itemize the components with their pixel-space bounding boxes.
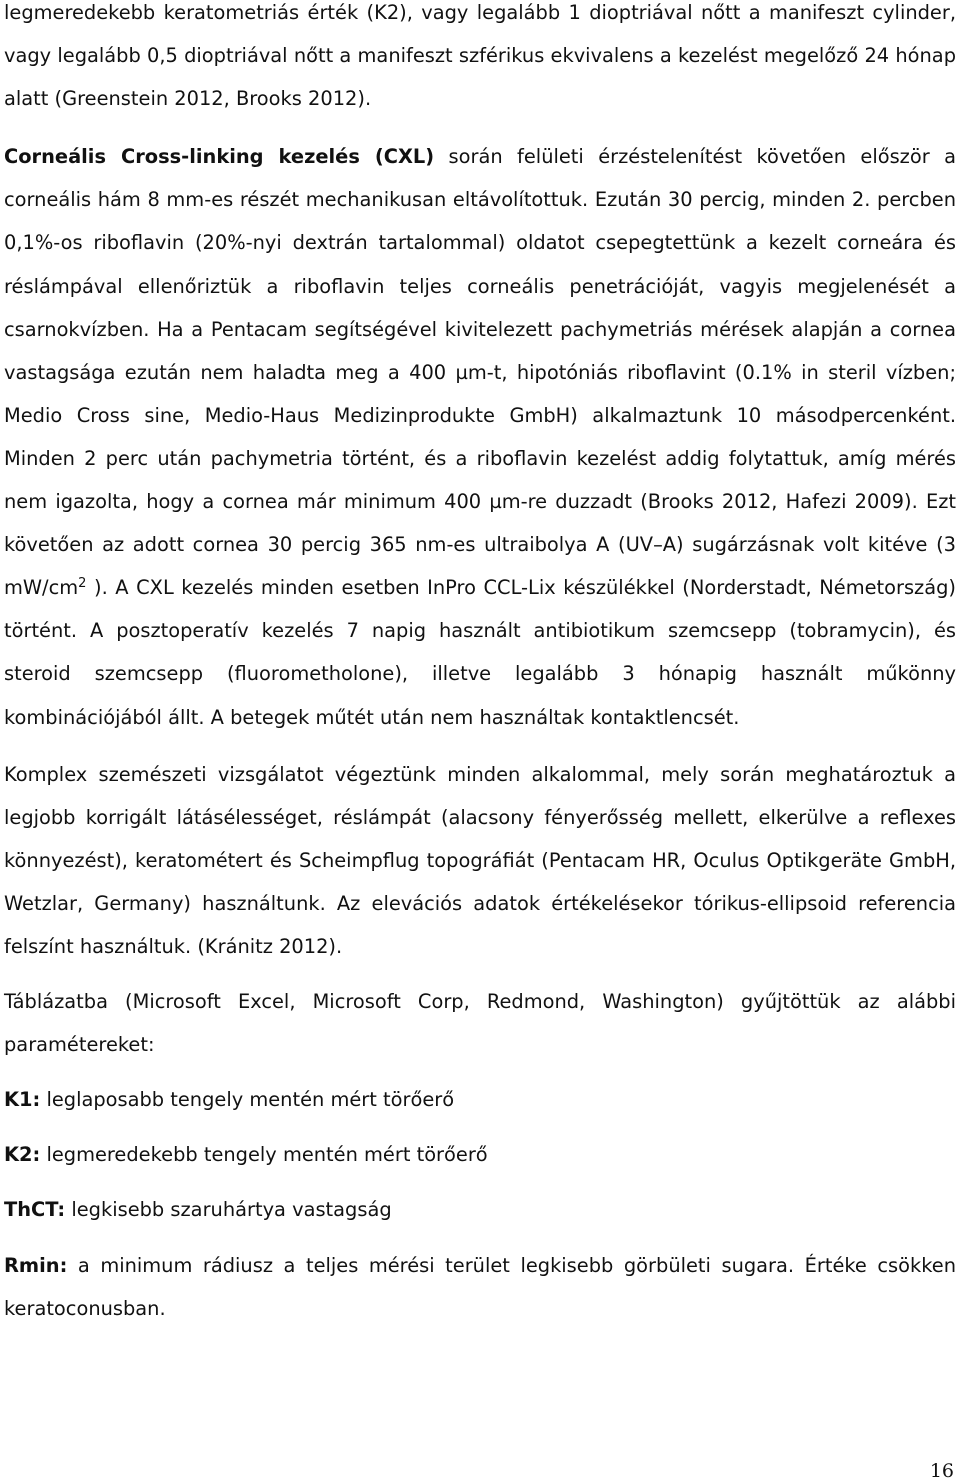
cxl-procedure-text-continued: ). A CXL kezelés minden esetben InPro CCL-Lix készülékkel (Norderstadt, Németország) történt. A posztoperatív kezelés 7 napig használt antibiotikum szemcsepp (tobramycin), és steroid szemcsepp (fluorometholone), illetve legalább 3 hónapig használt műkönny kombinációjából állt. A betegek műtét után nem használtak kontaktlencsét.	[4, 576, 956, 729]
paragraph-parameters-intro: Táblázatba (Microsoft Excel, Microsoft Corp, Redmond, Washington) gyűjtöttük az alábbi paramétereket:	[4, 990, 956, 1057]
page-number: 16	[929, 1460, 954, 1482]
definition-k2	[4, 1133, 956, 1176]
definition-term: Rmin:	[4, 1253, 68, 1277]
paragraph-examination: Komplex szemészeti vizsgálatot végeztünk minden alkalommal, mely során meghatároztuk a legjobb korrigált látásélességet, réslámpát (alacsony fényerősség mellett, elkerülve a reflexes könnyezést), keratométert és Scheimpflug topográfiát (Pentacam HR, Oculus Optikgeräte GmbH, Wetzlar, Germany) használtunk. Az elevációs adatok értékelésekor tórikus-ellipsoid referencia felszínt használtuk. (Kránitz 2012).	[4, 762, 956, 958]
definition-desc: legkisebb szaruhártya vastagság	[65, 1198, 392, 1222]
definition-desc: a minimum rádiusz a teljes mérési terület legkisebb görbületi sugara. Értéke csökken keratoconusban.	[4, 1253, 956, 1320]
cxl-procedure-text: során felületi érzéstelenítést követően először a corneális hám 8 mm-es részét mechanikusan eltávolítottuk. Ezután 30 percig, minden 2. percben 0,1%-os riboflavin (20%-nyi dextrán tartalommal) oldatot csepegtettünk a kezelt corneára és réslámpával ellenőriztük a riboflavin teljes corneális penetrációját, vagyis megjelenését a csarnokvízben. Ha a Pentacam segítségével kivitelezett pachymetriás mérések alapján a cornea vastagsága ezután nem haladta meg a 400 µm-t, hipotóniás riboflavint (0.1% in steril vízben; Medio Cross sine, Medio-Haus Medizinprodukte GmbH) alkalmaztunk 10 másodpercenként. Minden 2 perc után pachymetria történt, és a riboflavin kezelést addig folytattuk, amíg mérés nem igazolta, hogy a cornea már minimum 400 µm-re duzzadt (Brooks 2012, Hafezi 2009). Ezt követően az adott cornea 30 percig 365 nm-es ultraibolya A (UV–A) sugárzásnak volt kitéve (3 mW/cm	[4, 145, 956, 600]
definition-k1	[4, 1078, 956, 1121]
superscript-2: 2	[78, 576, 87, 592]
cxl-heading-bold: Corneális Cross-linking kezelés (CXL)	[4, 145, 435, 169]
definition-thct	[4, 1188, 956, 1231]
definition-term: K1:	[4, 1088, 41, 1112]
paragraph-cxl-procedure	[4, 135, 956, 738]
paragraph-inclusion-criteria: legmeredekebb keratometriás érték (K2), vagy legalább 1 dioptriával nőtt a manifeszt cylinder, vagy legalább 0,5 dioptriával nőtt a manifeszt szférikus ekvivalens a kezelést megelőző 24 hónap alatt (Greenstein 2012, Brooks 2012).	[4, 1, 956, 111]
definition-term: ThCT:	[4, 1198, 66, 1222]
document-page	[4, 0, 956, 1330]
definition-term: K2:	[4, 1143, 41, 1167]
definition-desc: legmeredekebb tengely mentén mért törőerő	[40, 1143, 488, 1167]
definition-rmin	[4, 1244, 956, 1330]
definition-desc: leglaposabb tengely mentén mért törőerő	[40, 1088, 455, 1112]
